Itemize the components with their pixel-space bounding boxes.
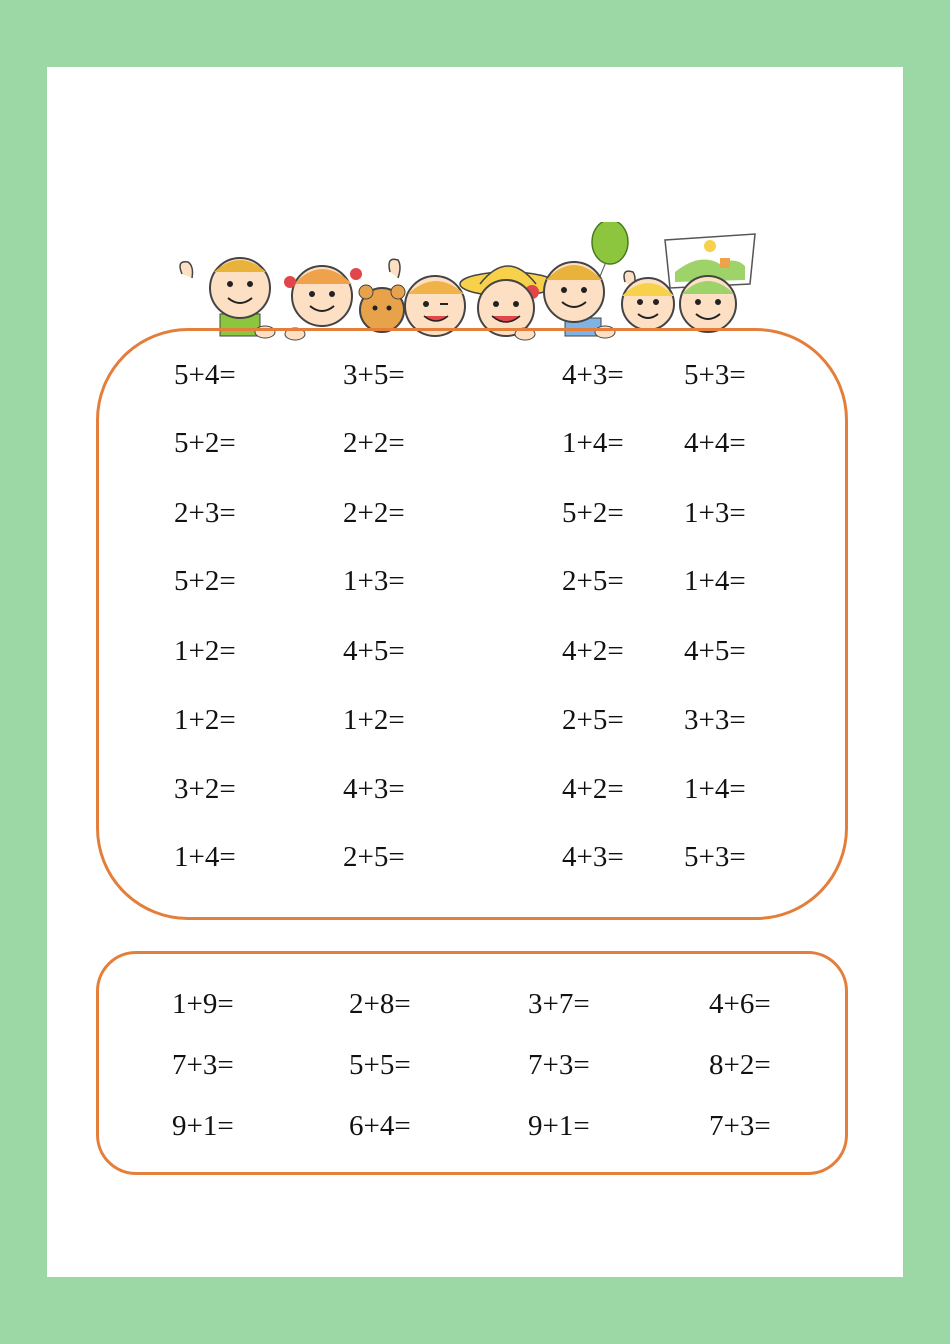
equation-section1-c1-r4: 5+2= (174, 565, 236, 597)
equation-section1-c2-r4: 1+3= (343, 565, 405, 597)
equation-section1-c4-r6: 3+3= (684, 704, 746, 736)
equation-section1-c4-r5: 4+5= (684, 635, 746, 667)
equation-section1-c2-r8: 2+5= (343, 841, 405, 873)
equation-section1-c3-r1: 4+3= (562, 359, 624, 391)
equation-section2-c2-r2: 5+5= (349, 1049, 411, 1081)
equation-section1-c4-r2: 4+4= (684, 427, 746, 459)
equation-section1-c4-r4: 1+4= (684, 565, 746, 597)
equation-section1-c1-r2: 5+2= (174, 427, 236, 459)
equation-section2-c3-r1: 3+7= (528, 988, 590, 1020)
equation-section1-c2-r1: 3+5= (343, 359, 405, 391)
equation-section2-c3-r3: 9+1= (528, 1110, 590, 1142)
equation-section1-c3-r4: 2+5= (562, 565, 624, 597)
equation-section1-c3-r5: 4+2= (562, 635, 624, 667)
equation-section1-c3-r7: 4+2= (562, 773, 624, 805)
equation-section2-c3-r2: 7+3= (528, 1049, 590, 1081)
equation-section2-c2-r1: 2+8= (349, 988, 411, 1020)
equation-section1-c2-r3: 2+2= (343, 497, 405, 529)
equation-section2-c4-r1: 4+6= (709, 988, 771, 1020)
equation-section1-c1-r5: 1+2= (174, 635, 236, 667)
addition-panel-1 (96, 328, 848, 920)
equation-section2-c4-r2: 8+2= (709, 1049, 771, 1081)
equation-section1-c2-r2: 2+2= (343, 427, 405, 459)
equation-section1-c3-r6: 2+5= (562, 704, 624, 736)
equation-section1-c2-r5: 4+5= (343, 635, 405, 667)
equation-section1-c2-r6: 1+2= (343, 704, 405, 736)
equation-section2-c1-r1: 1+9= (172, 988, 234, 1020)
equation-section1-c1-r3: 2+3= (174, 497, 236, 529)
equation-section1-c1-r6: 1+2= (174, 704, 236, 736)
equation-section1-c3-r3: 5+2= (562, 497, 624, 529)
equation-section1-c1-r1: 5+4= (174, 359, 236, 391)
equation-section1-c4-r8: 5+3= (684, 841, 746, 873)
equation-section1-c4-r7: 1+4= (684, 773, 746, 805)
equation-section1-c2-r7: 4+3= (343, 773, 405, 805)
equation-section2-c1-r2: 7+3= (172, 1049, 234, 1081)
equation-section1-c1-r7: 3+2= (174, 773, 236, 805)
cartoon-kids-illustration (170, 222, 770, 342)
equation-section1-c4-r1: 5+3= (684, 359, 746, 391)
equation-section1-c4-r3: 1+3= (684, 497, 746, 529)
equation-section2-c4-r3: 7+3= (709, 1110, 771, 1142)
equation-section1-c1-r8: 1+4= (174, 841, 236, 873)
equation-section2-c2-r3: 6+4= (349, 1110, 411, 1142)
equation-section1-c3-r8: 4+3= (562, 841, 624, 873)
equation-section1-c3-r2: 1+4= (562, 427, 624, 459)
equation-section2-c1-r3: 9+1= (172, 1110, 234, 1142)
